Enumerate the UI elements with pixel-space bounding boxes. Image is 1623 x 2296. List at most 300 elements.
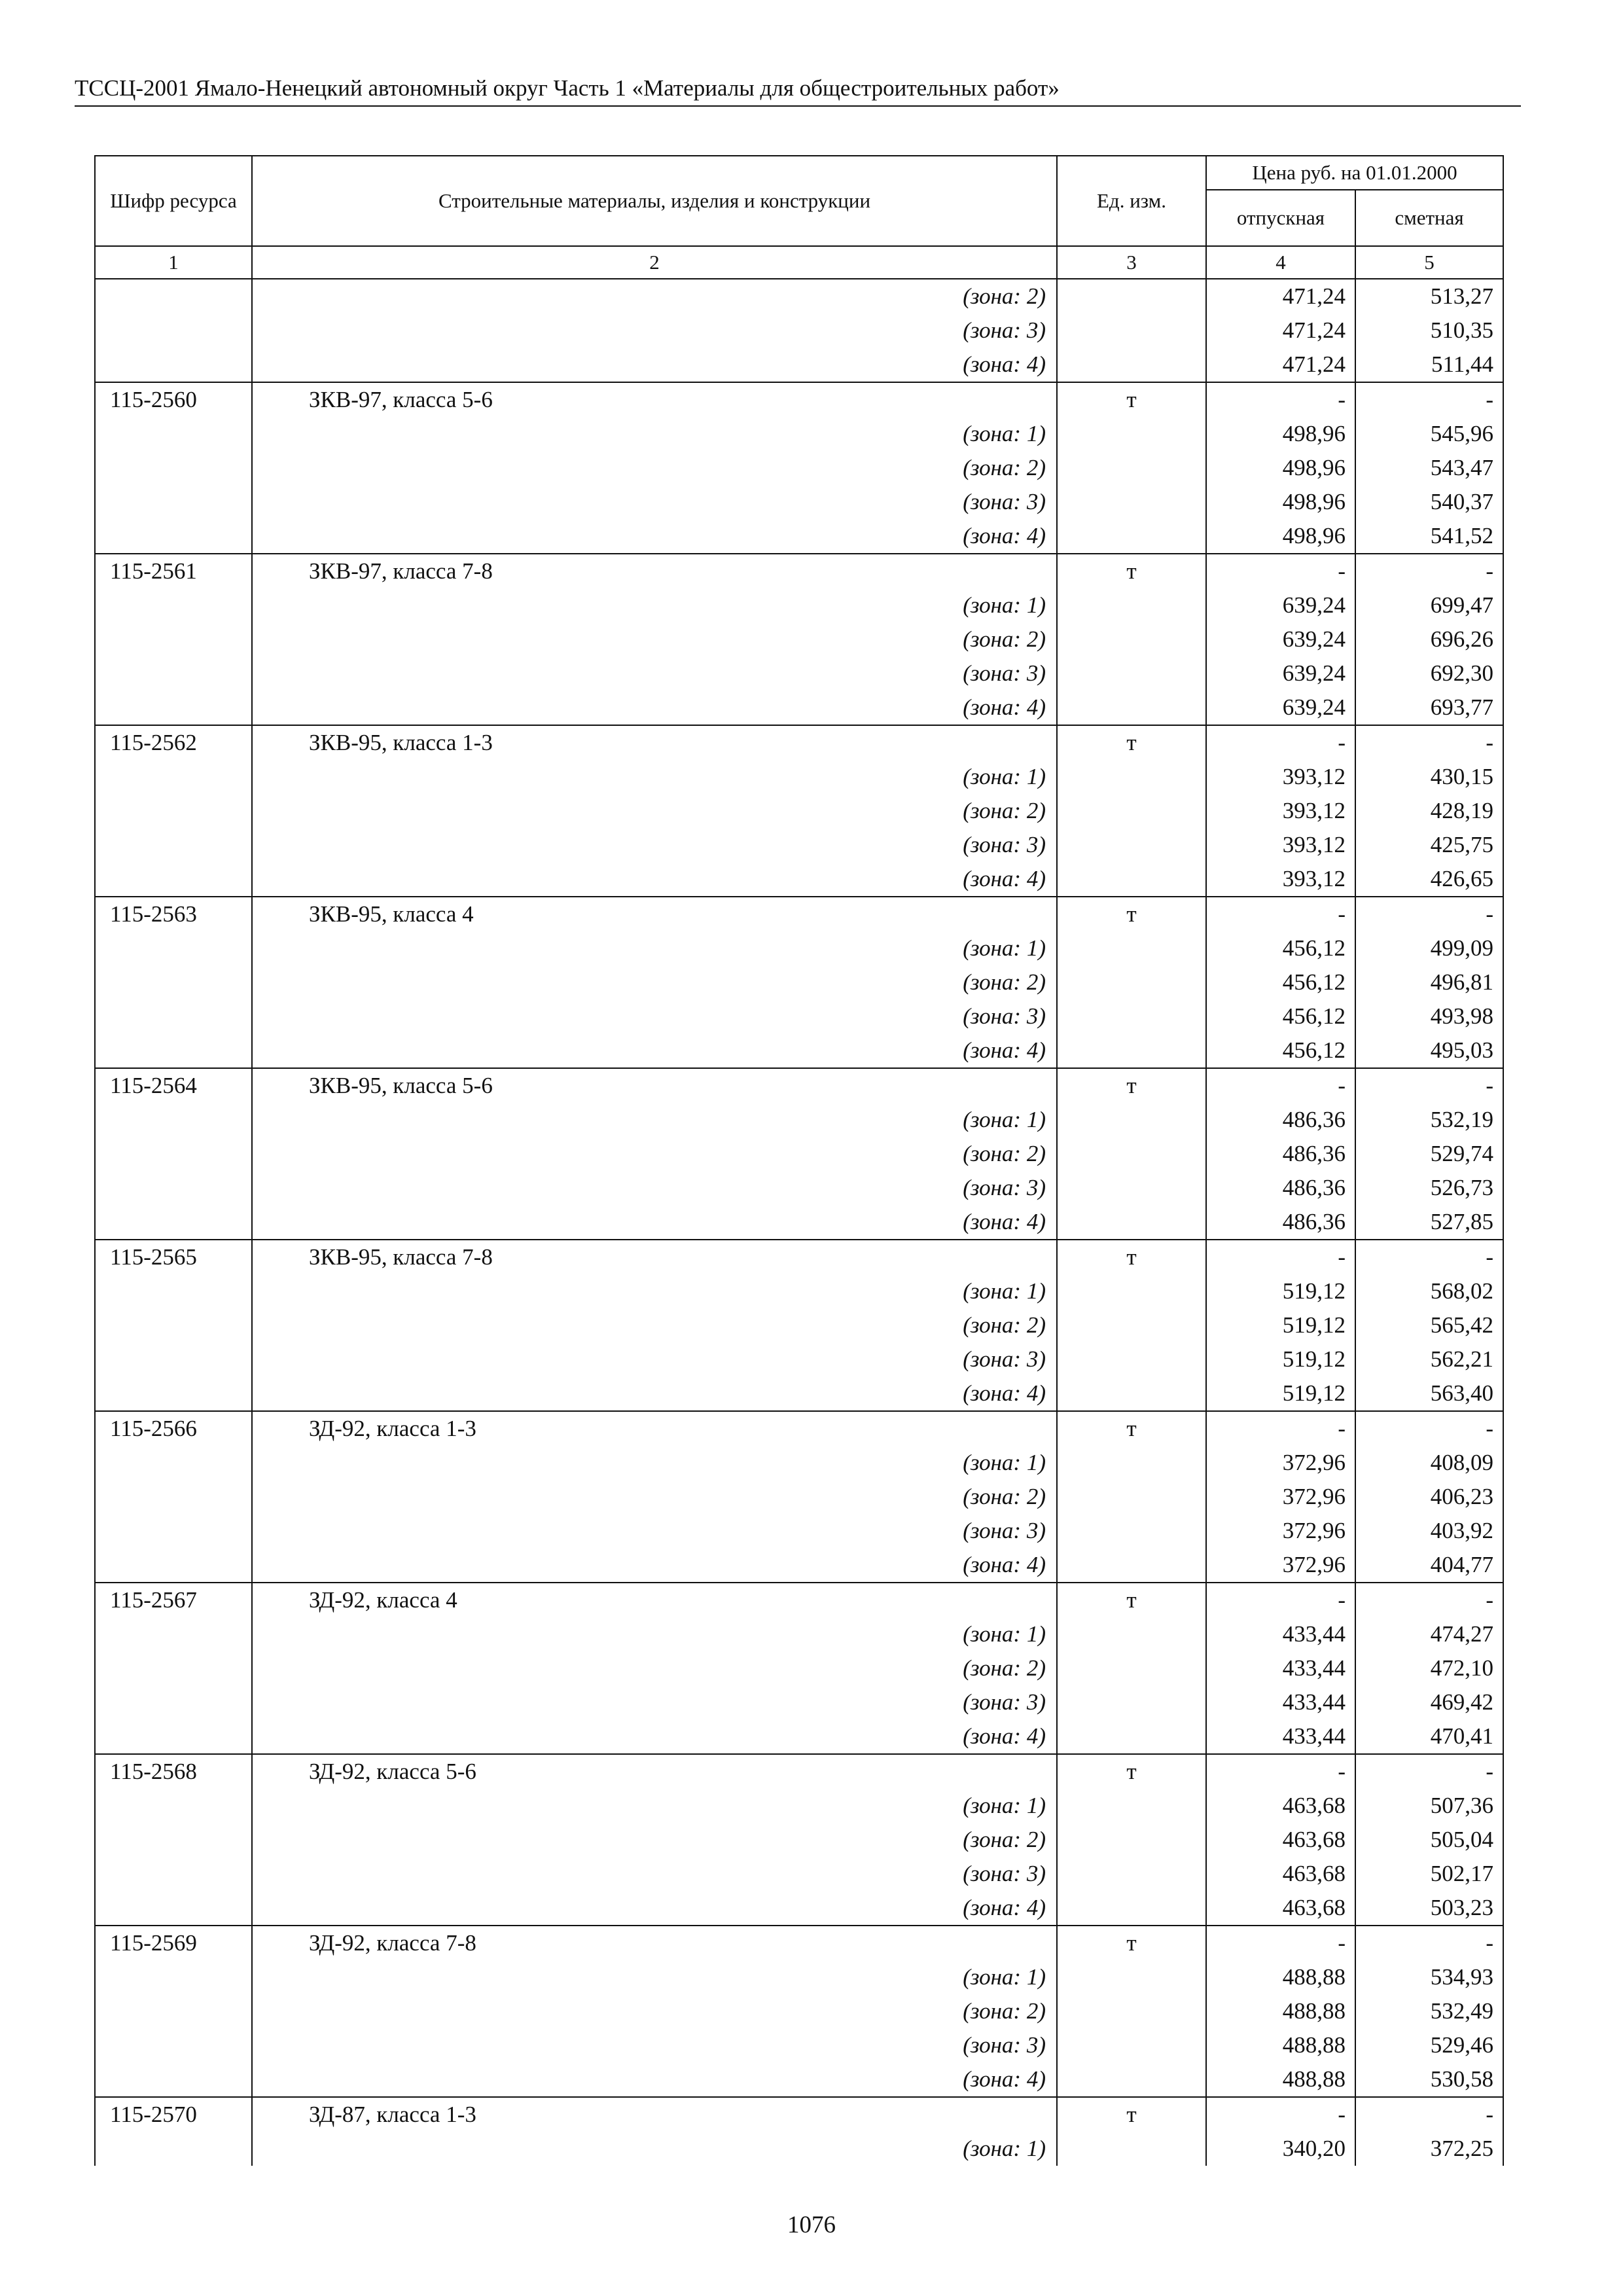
release-price-cell: 463,68 xyxy=(1206,1789,1355,1823)
estimate-price-cell: 510,35 xyxy=(1355,314,1503,348)
resource-code xyxy=(95,1103,252,1137)
price-table-container xyxy=(94,155,1504,2166)
column-number: 3 xyxy=(1057,246,1206,279)
resource-code xyxy=(95,2062,252,2097)
zone-label: (зона: 3) xyxy=(252,656,1057,691)
estimate-price-cell: 496,81 xyxy=(1355,965,1503,999)
resource-code: 115-2566 xyxy=(95,1411,252,1446)
unit-cell xyxy=(1057,1789,1206,1823)
release-price-cell: 519,12 xyxy=(1206,1274,1355,1308)
unit-cell xyxy=(1057,417,1206,451)
resource-code xyxy=(95,1857,252,1891)
resource-code xyxy=(95,348,252,382)
zone-label: (зона: 4) xyxy=(252,2062,1057,2097)
unit-cell xyxy=(1057,2028,1206,2062)
estimate-price-cell: 425,75 xyxy=(1355,828,1503,862)
zone-label: (зона: 1) xyxy=(252,588,1057,622)
estimate-price-cell: - xyxy=(1355,2097,1503,2132)
zone-row xyxy=(95,931,1503,965)
unit-cell xyxy=(1057,1342,1206,1376)
zone-label: (зона: 3) xyxy=(252,828,1057,862)
estimate-price-cell: 511,44 xyxy=(1355,348,1503,382)
estimate-price-cell: 495,03 xyxy=(1355,1033,1503,1068)
zone-row xyxy=(95,2028,1503,2062)
estimate-price-cell: 526,73 xyxy=(1355,1171,1503,1205)
zone-label: (зона: 2) xyxy=(252,1137,1057,1171)
zone-label: (зона: 2) xyxy=(252,1994,1057,2028)
unit-cell xyxy=(1057,862,1206,897)
zone-label: (зона: 2) xyxy=(252,965,1057,999)
estimate-price-cell: - xyxy=(1355,897,1503,931)
release-price-cell: - xyxy=(1206,554,1355,588)
zone-row xyxy=(95,1514,1503,1548)
resource-code xyxy=(95,1823,252,1857)
resource-code xyxy=(95,1960,252,1994)
zone-row xyxy=(95,451,1503,485)
resource-code xyxy=(95,279,252,314)
estimate-price-cell: - xyxy=(1355,725,1503,760)
release-price-cell: 433,44 xyxy=(1206,1685,1355,1719)
unit-cell xyxy=(1057,1994,1206,2028)
estimate-price-cell: 529,74 xyxy=(1355,1137,1503,1171)
zone-label: (зона: 2) xyxy=(252,622,1057,656)
release-price-cell: - xyxy=(1206,1754,1355,1789)
release-price-cell: 639,24 xyxy=(1206,656,1355,691)
unit-cell xyxy=(1057,1891,1206,1926)
zone-label: (зона: 3) xyxy=(252,1342,1057,1376)
resource-code xyxy=(95,1342,252,1376)
zone-row xyxy=(95,1171,1503,1205)
resource-code xyxy=(95,1480,252,1514)
zone-label: (зона: 2) xyxy=(252,279,1057,314)
unit-cell xyxy=(1057,279,1206,314)
estimate-price-cell: 532,19 xyxy=(1355,1103,1503,1137)
estimate-price-cell: 565,42 xyxy=(1355,1308,1503,1342)
unit-cell xyxy=(1057,1376,1206,1411)
resource-code xyxy=(95,519,252,554)
unit-cell xyxy=(1057,1171,1206,1205)
estimate-price-cell: - xyxy=(1355,1068,1503,1103)
resource-name: ЗД-92, класса 5-6 xyxy=(252,1754,1057,1789)
zone-row xyxy=(95,1789,1503,1823)
resource-name: ЗКВ-95, класса 5-6 xyxy=(252,1068,1057,1103)
resource-code xyxy=(95,1205,252,1240)
resource-code xyxy=(95,2132,252,2166)
price-table xyxy=(94,155,1504,2166)
estimate-price-cell: 568,02 xyxy=(1355,1274,1503,1308)
release-price-cell: 488,88 xyxy=(1206,2028,1355,2062)
release-price-cell: 639,24 xyxy=(1206,588,1355,622)
resource-code xyxy=(95,1137,252,1171)
estimate-price-cell: 530,58 xyxy=(1355,2062,1503,2097)
zone-label: (зона: 3) xyxy=(252,999,1057,1033)
resource-code: 115-2560 xyxy=(95,382,252,417)
unit-cell: т xyxy=(1057,897,1206,931)
estimate-price-cell: 541,52 xyxy=(1355,519,1503,554)
resource-code xyxy=(95,862,252,897)
column-number: 4 xyxy=(1206,246,1355,279)
zone-row xyxy=(95,1308,1503,1342)
page-number: 1076 xyxy=(787,2212,836,2238)
resource-name: ЗКВ-95, класса 1-3 xyxy=(252,725,1057,760)
unit-cell xyxy=(1057,1719,1206,1754)
resource-code xyxy=(95,965,252,999)
unit-cell xyxy=(1057,1103,1206,1137)
zone-row xyxy=(95,1274,1503,1308)
unit-cell xyxy=(1057,1480,1206,1514)
resource-code xyxy=(95,1033,252,1068)
zone-row xyxy=(95,1033,1503,1068)
resource-code: 115-2565 xyxy=(95,1240,252,1274)
resource-row xyxy=(95,725,1503,760)
release-price-cell: 498,96 xyxy=(1206,451,1355,485)
release-price-cell: 463,68 xyxy=(1206,1891,1355,1926)
estimate-price-cell: 430,15 xyxy=(1355,760,1503,794)
zone-label: (зона: 1) xyxy=(252,1617,1057,1651)
column-number: 1 xyxy=(95,246,252,279)
resource-code xyxy=(95,1891,252,1926)
zone-label: (зона: 3) xyxy=(252,1857,1057,1891)
unit-cell: т xyxy=(1057,2097,1206,2132)
release-price-cell: 393,12 xyxy=(1206,828,1355,862)
column-number: 2 xyxy=(252,246,1057,279)
zone-row xyxy=(95,588,1503,622)
estimate-price-cell: 474,27 xyxy=(1355,1617,1503,1651)
resource-code xyxy=(95,1719,252,1754)
release-price-cell: 519,12 xyxy=(1206,1308,1355,1342)
release-price-cell: - xyxy=(1206,382,1355,417)
unit-cell xyxy=(1057,451,1206,485)
estimate-price-cell: 529,46 xyxy=(1355,2028,1503,2062)
release-price-cell: - xyxy=(1206,1068,1355,1103)
resource-code xyxy=(95,1651,252,1685)
resource-code xyxy=(95,1514,252,1548)
release-price-cell: 488,88 xyxy=(1206,2062,1355,2097)
resource-code xyxy=(95,1789,252,1823)
estimate-price-cell: 426,65 xyxy=(1355,862,1503,897)
zone-row xyxy=(95,794,1503,828)
release-price-cell: - xyxy=(1206,725,1355,760)
resource-code: 115-2570 xyxy=(95,2097,252,2132)
zone-row xyxy=(95,1823,1503,1857)
release-price-cell: 498,96 xyxy=(1206,485,1355,519)
resource-code: 115-2568 xyxy=(95,1754,252,1789)
resource-code: 115-2564 xyxy=(95,1068,252,1103)
release-price-cell: 486,36 xyxy=(1206,1171,1355,1205)
zone-label: (зона: 4) xyxy=(252,1548,1057,1583)
unit-cell xyxy=(1057,1857,1206,1891)
unit-cell xyxy=(1057,1651,1206,1685)
resource-code xyxy=(95,1617,252,1651)
zone-row xyxy=(95,760,1503,794)
unit-cell xyxy=(1057,828,1206,862)
resource-code xyxy=(95,1685,252,1719)
column-number: 5 xyxy=(1355,246,1503,279)
unit-cell xyxy=(1057,1548,1206,1583)
unit-cell: т xyxy=(1057,382,1206,417)
unit-cell xyxy=(1057,1274,1206,1308)
zone-label: (зона: 4) xyxy=(252,1033,1057,1068)
zone-row xyxy=(95,1342,1503,1376)
release-price-cell: 486,36 xyxy=(1206,1103,1355,1137)
estimate-price-cell: - xyxy=(1355,1754,1503,1789)
resource-code xyxy=(95,999,252,1033)
zone-label: (зона: 3) xyxy=(252,2028,1057,2062)
resource-code xyxy=(95,656,252,691)
release-price-cell: 463,68 xyxy=(1206,1857,1355,1891)
unit-cell xyxy=(1057,691,1206,725)
estimate-price-cell: - xyxy=(1355,554,1503,588)
estimate-price-cell: - xyxy=(1355,1583,1503,1617)
unit-cell xyxy=(1057,999,1206,1033)
unit-cell xyxy=(1057,760,1206,794)
resource-code xyxy=(95,314,252,348)
release-price-cell: 372,96 xyxy=(1206,1480,1355,1514)
resource-row xyxy=(95,897,1503,931)
page-header: ТССЦ-2001 Ямало-Ненецкий автономный округ Часть 1 «Материалы для общестроительных работ» xyxy=(75,75,1060,101)
zone-label: (зона: 1) xyxy=(252,931,1057,965)
estimate-price-cell: 372,25 xyxy=(1355,2132,1503,2166)
unit-cell: т xyxy=(1057,1754,1206,1789)
resource-code xyxy=(95,691,252,725)
zone-row xyxy=(95,1857,1503,1891)
release-price-cell: 498,96 xyxy=(1206,519,1355,554)
estimate-price-cell: 543,47 xyxy=(1355,451,1503,485)
zone-label: (зона: 2) xyxy=(252,1651,1057,1685)
release-price-cell: 393,12 xyxy=(1206,760,1355,794)
resource-code xyxy=(95,2028,252,2062)
resource-row xyxy=(95,1926,1503,1960)
unit-cell xyxy=(1057,2132,1206,2166)
resource-row xyxy=(95,554,1503,588)
resource-code xyxy=(95,1308,252,1342)
release-price-cell: 471,24 xyxy=(1206,348,1355,382)
estimate-price-cell: 472,10 xyxy=(1355,1651,1503,1685)
resource-code xyxy=(95,451,252,485)
resource-code xyxy=(95,485,252,519)
zone-label: (зона: 4) xyxy=(252,519,1057,554)
estimate-price-cell: 562,21 xyxy=(1355,1342,1503,1376)
zone-label: (зона: 1) xyxy=(252,1103,1057,1137)
estimate-price-cell: 505,04 xyxy=(1355,1823,1503,1857)
resource-row xyxy=(95,2097,1503,2132)
unit-cell xyxy=(1057,1617,1206,1651)
estimate-price-cell: 503,23 xyxy=(1355,1891,1503,1926)
resource-name: ЗД-92, класса 1-3 xyxy=(252,1411,1057,1446)
resource-code xyxy=(95,828,252,862)
estimate-price-cell: 408,09 xyxy=(1355,1446,1503,1480)
estimate-price-cell: - xyxy=(1355,382,1503,417)
estimate-price-cell: 499,09 xyxy=(1355,931,1503,965)
release-price-cell: - xyxy=(1206,1240,1355,1274)
unit-cell xyxy=(1057,485,1206,519)
release-price-cell: 372,96 xyxy=(1206,1514,1355,1548)
zone-label: (зона: 1) xyxy=(252,1274,1057,1308)
zone-row xyxy=(95,1891,1503,1926)
zone-row xyxy=(95,691,1503,725)
unit-cell: т xyxy=(1057,1583,1206,1617)
zone-row xyxy=(95,999,1503,1033)
unit-cell xyxy=(1057,1137,1206,1171)
column-number-row xyxy=(95,246,1503,279)
release-price-cell: 456,12 xyxy=(1206,1033,1355,1068)
estimate-price-cell: - xyxy=(1355,1926,1503,1960)
release-price-cell: 433,44 xyxy=(1206,1617,1355,1651)
header-name: Строительные материалы, изделия и конструкции xyxy=(252,156,1057,246)
zone-row xyxy=(95,828,1503,862)
zone-row xyxy=(95,1376,1503,1411)
estimate-price-cell: 470,41 xyxy=(1355,1719,1503,1754)
zone-row xyxy=(95,1617,1503,1651)
release-price-cell: 639,24 xyxy=(1206,691,1355,725)
zone-label: (зона: 4) xyxy=(252,1205,1057,1240)
zone-label: (зона: 4) xyxy=(252,1719,1057,1754)
zone-label: (зона: 1) xyxy=(252,1960,1057,1994)
estimate-price-cell: 404,77 xyxy=(1355,1548,1503,1583)
unit-cell xyxy=(1057,931,1206,965)
zone-label: (зона: 2) xyxy=(252,451,1057,485)
release-price-cell: 463,68 xyxy=(1206,1823,1355,1857)
release-price-cell: 471,24 xyxy=(1206,279,1355,314)
resource-code xyxy=(95,1994,252,2028)
resource-row xyxy=(95,1068,1503,1103)
unit-cell xyxy=(1057,1033,1206,1068)
release-price-cell: 471,24 xyxy=(1206,314,1355,348)
zone-label: (зона: 2) xyxy=(252,1308,1057,1342)
release-price-cell: - xyxy=(1206,1926,1355,1960)
zone-row xyxy=(95,1651,1503,1685)
resource-name: ЗКВ-97, класса 5-6 xyxy=(252,382,1057,417)
zone-row xyxy=(95,1480,1503,1514)
zone-row xyxy=(95,1446,1503,1480)
unit-cell xyxy=(1057,519,1206,554)
zone-label: (зона: 4) xyxy=(252,862,1057,897)
zone-row xyxy=(95,862,1503,897)
zone-label: (зона: 2) xyxy=(252,794,1057,828)
resource-code: 115-2567 xyxy=(95,1583,252,1617)
resource-code xyxy=(95,622,252,656)
estimate-price-cell: 696,26 xyxy=(1355,622,1503,656)
unit-cell xyxy=(1057,622,1206,656)
unit-cell xyxy=(1057,965,1206,999)
header-price-group: Цена руб. на 01.01.2000 xyxy=(1206,156,1503,190)
unit-cell xyxy=(1057,1308,1206,1342)
release-price-cell: 488,88 xyxy=(1206,1994,1355,2028)
release-price-cell: 433,44 xyxy=(1206,1719,1355,1754)
release-price-cell: 519,12 xyxy=(1206,1376,1355,1411)
zone-label: (зона: 3) xyxy=(252,1171,1057,1205)
zone-row xyxy=(95,1960,1503,1994)
zone-label: (зона: 4) xyxy=(252,1891,1057,1926)
zone-label: (зона: 1) xyxy=(252,760,1057,794)
release-price-cell: 340,20 xyxy=(1206,2132,1355,2166)
resource-name: ЗД-92, класса 7-8 xyxy=(252,1926,1057,1960)
zone-label: (зона: 3) xyxy=(252,485,1057,519)
unit-cell xyxy=(1057,656,1206,691)
zone-label: (зона: 1) xyxy=(252,417,1057,451)
estimate-price-cell: 527,85 xyxy=(1355,1205,1503,1240)
resource-code xyxy=(95,1274,252,1308)
resource-code: 115-2561 xyxy=(95,554,252,588)
zone-row xyxy=(95,348,1503,382)
zone-row xyxy=(95,1103,1503,1137)
resource-code xyxy=(95,1548,252,1583)
zone-row xyxy=(95,417,1503,451)
release-price-cell: 639,24 xyxy=(1206,622,1355,656)
estimate-price-cell: 545,96 xyxy=(1355,417,1503,451)
resource-name: ЗКВ-97, класса 7-8 xyxy=(252,554,1057,588)
resource-code: 115-2562 xyxy=(95,725,252,760)
unit-cell: т xyxy=(1057,725,1206,760)
estimate-price-cell: 403,92 xyxy=(1355,1514,1503,1548)
unit-cell xyxy=(1057,794,1206,828)
release-price-cell: - xyxy=(1206,1411,1355,1446)
resource-name: ЗД-87, класса 1-3 xyxy=(252,2097,1057,2132)
zone-row xyxy=(95,1685,1503,1719)
zone-row xyxy=(95,2132,1503,2166)
header-code: Шифр ресурса xyxy=(95,156,252,246)
release-price-cell: 393,12 xyxy=(1206,794,1355,828)
resource-code xyxy=(95,760,252,794)
header-rule xyxy=(75,105,1521,107)
unit-cell xyxy=(1057,1960,1206,1994)
resource-code: 115-2569 xyxy=(95,1926,252,1960)
estimate-price-cell: 699,47 xyxy=(1355,588,1503,622)
estimate-price-cell: 693,77 xyxy=(1355,691,1503,725)
release-price-cell: - xyxy=(1206,1583,1355,1617)
release-price-cell: 456,12 xyxy=(1206,999,1355,1033)
estimate-price-cell: - xyxy=(1355,1240,1503,1274)
resource-code xyxy=(95,588,252,622)
estimate-price-cell: 540,37 xyxy=(1355,485,1503,519)
unit-cell: т xyxy=(1057,1926,1206,1960)
estimate-price-cell: 502,17 xyxy=(1355,1857,1503,1891)
unit-cell xyxy=(1057,314,1206,348)
zone-row xyxy=(95,314,1503,348)
zone-row xyxy=(95,1994,1503,2028)
estimate-price-cell: 469,42 xyxy=(1355,1685,1503,1719)
zone-row xyxy=(95,2062,1503,2097)
unit-cell xyxy=(1057,1823,1206,1857)
table-body xyxy=(95,279,1503,2166)
release-price-cell: 393,12 xyxy=(1206,862,1355,897)
release-price-cell: 488,88 xyxy=(1206,1960,1355,1994)
resource-name: ЗКВ-95, класса 7-8 xyxy=(252,1240,1057,1274)
resource-name: ЗКВ-95, класса 4 xyxy=(252,897,1057,931)
release-price-cell: 486,36 xyxy=(1206,1137,1355,1171)
resource-code xyxy=(95,794,252,828)
unit-cell xyxy=(1057,348,1206,382)
unit-cell: т xyxy=(1057,1240,1206,1274)
unit-cell xyxy=(1057,1685,1206,1719)
release-price-cell: 433,44 xyxy=(1206,1651,1355,1685)
zone-label: (зона: 4) xyxy=(252,1376,1057,1411)
resource-code xyxy=(95,1446,252,1480)
estimate-price-cell: 493,98 xyxy=(1355,999,1503,1033)
zone-label: (зона: 3) xyxy=(252,314,1057,348)
resource-row xyxy=(95,1754,1503,1789)
header-release-price: отпускная xyxy=(1206,190,1355,246)
release-price-cell: - xyxy=(1206,897,1355,931)
resource-row xyxy=(95,382,1503,417)
zone-row xyxy=(95,519,1503,554)
release-price-cell: 456,12 xyxy=(1206,931,1355,965)
release-price-cell: 498,96 xyxy=(1206,417,1355,451)
zone-row xyxy=(95,1719,1503,1754)
zone-label: (зона: 4) xyxy=(252,691,1057,725)
unit-cell xyxy=(1057,1514,1206,1548)
header-estimate-price: сметная xyxy=(1355,190,1503,246)
